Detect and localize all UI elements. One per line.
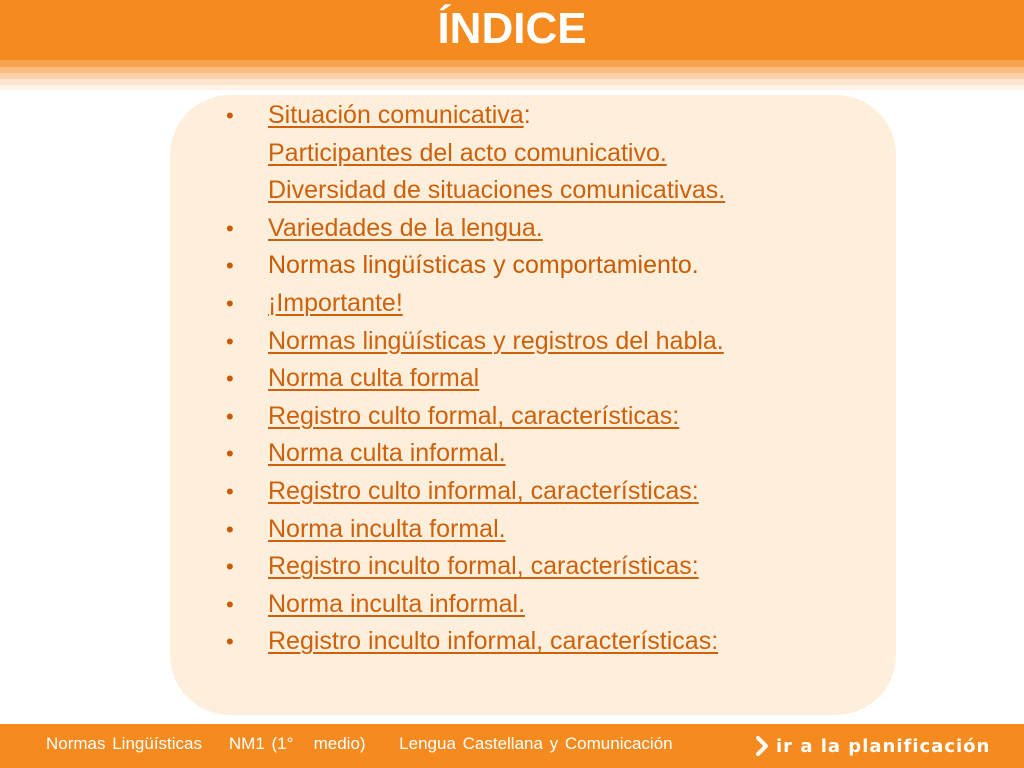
page-title: ÍNDICE (437, 4, 587, 53)
index-link-participantes[interactable]: Participantes del acto comunicativo. (268, 138, 667, 167)
list-item (222, 511, 725, 549)
index-text-normas-comportamiento: Normas lingüísticas y comportamiento. (268, 251, 699, 280)
list-item (222, 435, 725, 473)
bullet-icon: • (226, 366, 234, 392)
index-link-variedades[interactable]: Variedades de la lengua. (268, 213, 543, 242)
bullet-icon: • (226, 328, 234, 354)
bullet-icon: • (226, 591, 234, 617)
index-link-norma-inculta-informal[interactable]: Norma inculta informal. (268, 589, 526, 618)
bullet-icon: • (226, 290, 234, 316)
list-item (222, 210, 725, 248)
bullet-icon: • (226, 478, 234, 504)
list-item (222, 473, 725, 511)
index-list (222, 97, 725, 661)
index-link-situacion[interactable]: Situación comunicativa (268, 101, 524, 129)
index-link-normas-registros[interactable]: Normas lingüísticas y registros del habla. (268, 326, 724, 355)
index-link-registro-culto-informal[interactable]: Registro culto informal, características: (268, 476, 699, 505)
bullet-icon: • (226, 441, 234, 467)
header-bar (0, 0, 1024, 60)
index-link-norma-inculta-formal[interactable]: Norma inculta formal. (268, 514, 506, 543)
footer-bar (0, 724, 1024, 768)
index-link-importante[interactable]: ¡Importante! (268, 288, 403, 317)
bullet-icon: • (226, 403, 234, 429)
index-link-registro-inculto-formal[interactable]: Registro inculto formal, características: (268, 552, 699, 581)
footer-course-info: Normas Lingüísticas NM1 (1° medio) Lengua Castellana y Comunicación (46, 734, 673, 753)
item-suffix: : (523, 101, 531, 129)
list-item (222, 586, 725, 624)
bullet-icon: • (226, 629, 234, 655)
index-link-registro-inculto-informal[interactable]: Registro inculto informal, características: (268, 627, 719, 656)
header-stripe (0, 60, 1024, 67)
go-to-planning-label: ir a la planificación (776, 735, 991, 757)
list-item (222, 398, 725, 436)
list-item (222, 548, 725, 586)
bullet-icon: • (226, 516, 234, 542)
index-link-diversidad[interactable]: Diversidad de situaciones comunicativas. (268, 176, 726, 205)
chevron-right-icon (756, 736, 770, 756)
list-item (222, 623, 725, 661)
index-link-norma-culta-informal[interactable]: Norma culta informal. (268, 439, 506, 468)
bullet-icon: • (226, 253, 234, 279)
bullet-icon: • (226, 554, 234, 580)
header-stripe (0, 85, 1024, 90)
bullet-icon: • (226, 103, 234, 128)
list-item (222, 323, 725, 361)
list-item (222, 360, 725, 398)
list-item (222, 285, 725, 323)
list-item (222, 247, 725, 285)
go-to-planning-button[interactable] (756, 731, 990, 761)
bullet-icon: • (226, 215, 234, 241)
list-item (222, 97, 725, 210)
index-link-registro-culto-formal[interactable]: Registro culto formal, características: (268, 401, 680, 430)
index-link-norma-culta-formal[interactable]: Norma culta formal (268, 364, 480, 393)
